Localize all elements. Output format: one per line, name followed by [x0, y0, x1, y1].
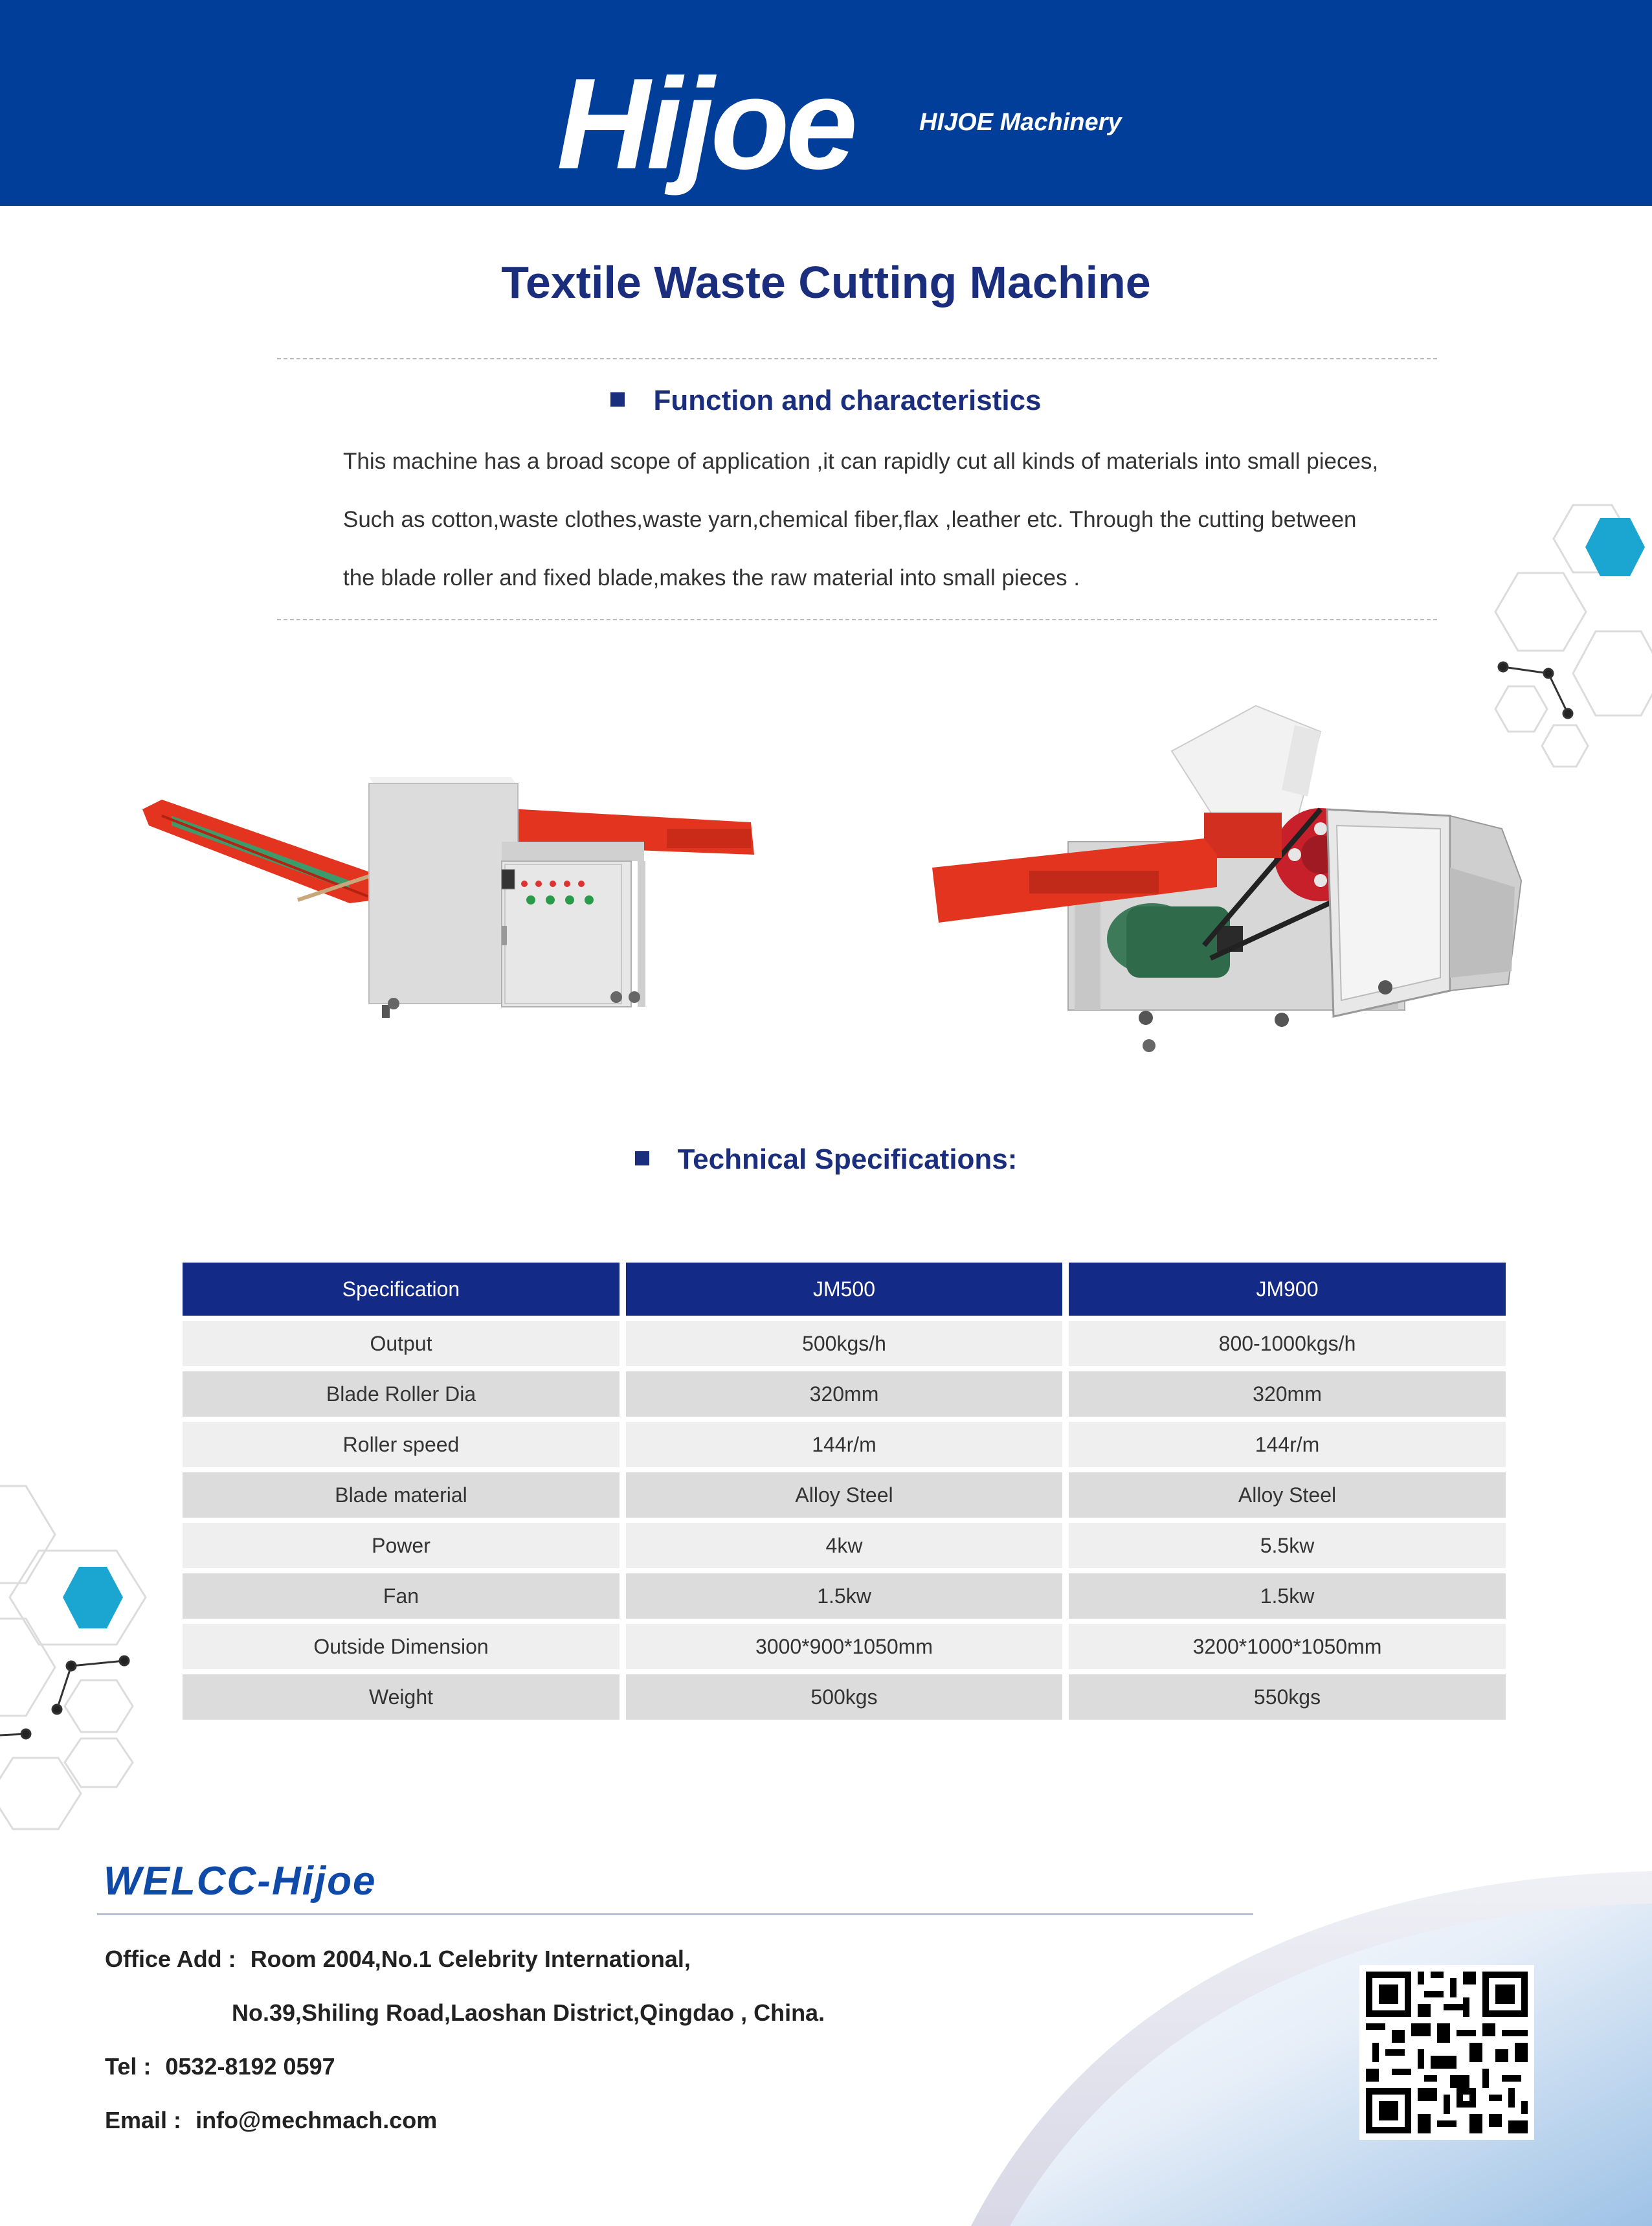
table-row — [183, 1472, 1506, 1518]
table-row — [183, 1371, 1506, 1417]
square-bullet-icon — [610, 392, 625, 407]
specs-heading-text: Technical Specifications: — [677, 1143, 1018, 1175]
table-header-cell: Specification — [183, 1263, 620, 1316]
table-row — [183, 1573, 1506, 1619]
tel-label: Tel : — [105, 2053, 151, 2080]
footer-brand-logo: WELCC-Hijoe — [104, 1859, 377, 1904]
table-cell: 3200*1000*1050mm — [1069, 1624, 1506, 1669]
table-cell: 3000*900*1050mm — [626, 1624, 1062, 1669]
table-cell: 500kgs — [626, 1674, 1062, 1720]
table-cell: 800-1000kgs/h — [1069, 1321, 1506, 1366]
description-line: This machine has a broad scope of application ,it can rapidly cut all kinds of materials into small pieces, — [343, 449, 1379, 474]
table-row — [183, 1321, 1506, 1366]
hijoe-logo — [557, 52, 893, 196]
table-row — [183, 1422, 1506, 1467]
logo-text: Hijoe — [557, 52, 854, 196]
brand-subtitle: HIJOE Machinery — [919, 109, 1122, 136]
description-line: Such as cotton,waste clothes,waste yarn,chemical fiber,flax ,leather etc. Through the cutting between — [343, 507, 1357, 532]
table-row — [183, 1674, 1506, 1720]
office-label: Office Add : — [105, 1946, 236, 1972]
table-cell: Fan — [183, 1573, 620, 1619]
table-cell: Blade material — [183, 1472, 620, 1518]
table-cell: Roller speed — [183, 1422, 620, 1467]
page-title: Textile Waste Cutting Machine — [501, 257, 1151, 308]
divider-top — [277, 358, 1437, 359]
table-cell: 1.5kw — [1069, 1573, 1506, 1619]
table-row — [183, 1523, 1506, 1568]
table-cell: 5.5kw — [1069, 1523, 1506, 1568]
table-cell: Weight — [183, 1674, 620, 1720]
table-cell: Blade Roller Dia — [183, 1371, 620, 1417]
table-header-cell: JM900 — [1069, 1263, 1506, 1316]
machine-image-left — [136, 764, 764, 1023]
office-address-line1 — [105, 1946, 691, 1973]
table-cell: 4kw — [626, 1523, 1062, 1568]
function-description — [343, 433, 1444, 607]
square-bullet-icon — [635, 1151, 649, 1165]
table-cell: Alloy Steel — [1069, 1472, 1506, 1518]
description-line: the blade roller and fixed blade,makes the raw material into small pieces . — [343, 565, 1080, 590]
table-cell: Power — [183, 1523, 620, 1568]
table-row — [183, 1624, 1506, 1669]
table-header-row — [183, 1263, 1506, 1316]
footer-divider — [97, 1913, 1253, 1915]
table-cell: Outside Dimension — [183, 1624, 620, 1669]
function-heading-text: Function and characteristics — [653, 385, 1042, 416]
tel-line — [105, 2053, 335, 2080]
table-cell: 1.5kw — [626, 1573, 1062, 1619]
function-heading — [0, 385, 1652, 417]
table-header-cell: JM500 — [626, 1263, 1062, 1316]
page-header — [0, 0, 1652, 206]
divider-bottom — [277, 619, 1437, 620]
qr-code-icon — [1359, 1965, 1534, 2140]
office-address-line2: No.39,Shiling Road,Laoshan District,Qingdao , China. — [232, 1999, 825, 2026]
table-cell: 144r/m — [626, 1422, 1062, 1467]
table-cell: 144r/m — [1069, 1422, 1506, 1467]
machine-image-right — [932, 699, 1528, 1062]
specs-heading — [0, 1143, 1652, 1176]
email-label: Email : — [105, 2107, 182, 2133]
table-cell: 320mm — [1069, 1371, 1506, 1417]
tel-value: 0532-8192 0597 — [165, 2053, 335, 2080]
email-value: info@mechmach.com — [195, 2107, 438, 2133]
spec-table — [183, 1263, 1506, 1725]
table-cell: 320mm — [626, 1371, 1062, 1417]
table-cell: 500kgs/h — [626, 1321, 1062, 1366]
email-line — [105, 2107, 437, 2134]
table-cell: Output — [183, 1321, 620, 1366]
table-cell: 550kgs — [1069, 1674, 1506, 1720]
office-address-text: Room 2004,No.1 Celebrity International, — [250, 1946, 691, 1972]
table-cell: Alloy Steel — [626, 1472, 1062, 1518]
